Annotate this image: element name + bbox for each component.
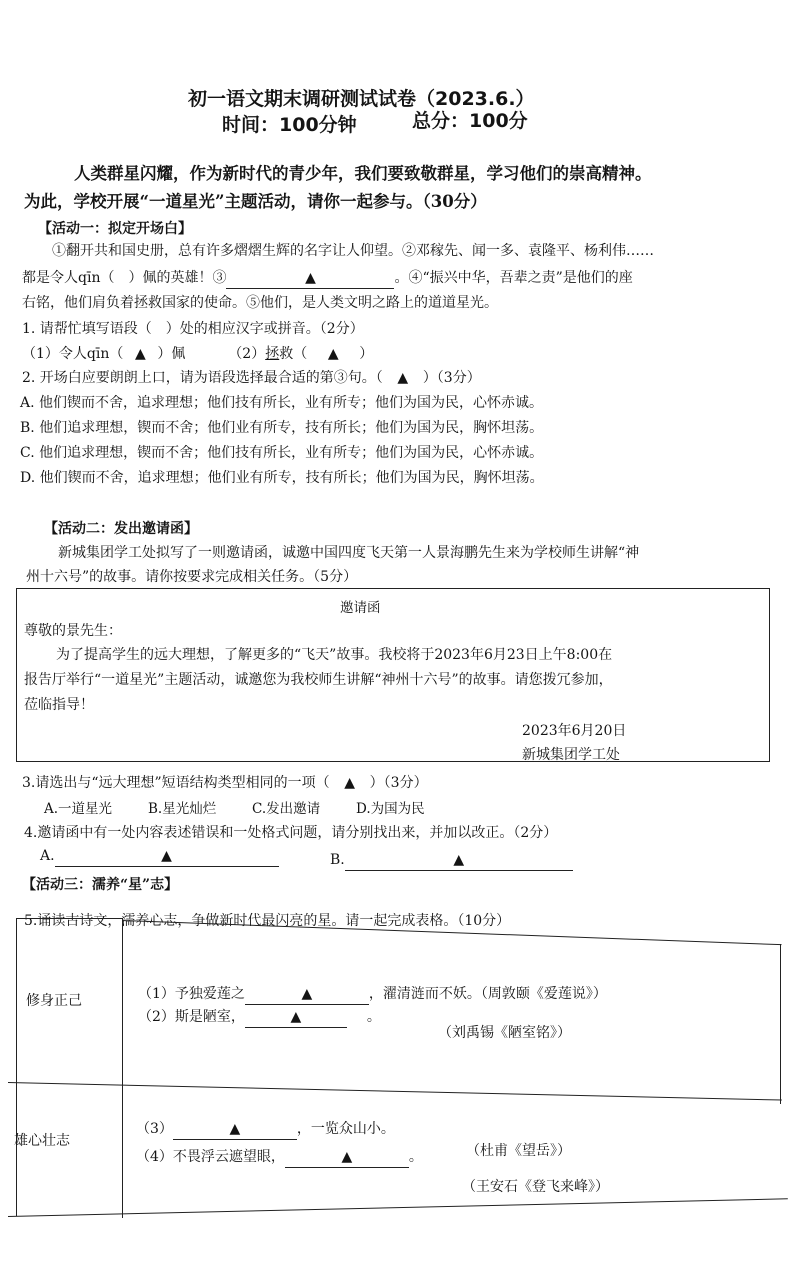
- blank-marker-icon: ▲: [161, 848, 172, 864]
- letter-date: 2023年6月20日: [522, 723, 627, 739]
- poem-text: 。: [366, 1009, 381, 1025]
- activity1-paragraph-line-1: ①翻开共和国史册，总有许多熠熠生辉的名字让人仰望。②邓稼先、闻一多、袁隆平、杨利伟……: [52, 243, 654, 259]
- activity1-paragraph-line-3: 右铭，他们肩负着拯救国家的使命。⑤他们，是人类文明之路上的道道星光。: [22, 295, 498, 311]
- poem-blank-4[interactable]: [285, 1149, 409, 1168]
- q4-answer-b: [330, 852, 573, 871]
- poem-text: ，濯清涟而不妖。（周敦颐《爱莲说》）: [368, 986, 607, 1002]
- poem-text: ，一览众山小。: [296, 1121, 395, 1137]
- table-row-2-source-2: （王安石《登飞来峰》）: [462, 1179, 609, 1195]
- q4-a-label: A.: [40, 848, 55, 864]
- q2-option-c[interactable]: C. 他们追求理想，锲而不舍；他们技有所长，业有所专；他们为国为民，心怀赤诚。: [20, 445, 544, 461]
- q2-option-d[interactable]: D. 他们锲而不舍，追求理想；他们业有所专，技有所长；他们为国为民，胸怀坦荡。: [20, 470, 544, 486]
- question-1-blanks: [22, 343, 373, 363]
- table-top-border-left: [16, 918, 122, 919]
- q4-a-blank[interactable]: [55, 848, 279, 867]
- q3-option-b[interactable]: B.星光灿烂: [148, 801, 217, 817]
- q2-option-a[interactable]: A. 他们锲而不舍，追求理想；他们技有所长，业有所专；他们为国为民，心怀赤诚。: [20, 395, 544, 411]
- q1b-answer-slot[interactable]: ▲: [327, 346, 339, 362]
- exam-time: 时间：100分钟: [222, 114, 357, 136]
- letter-body-line-2: 报告厅举行“一道星光”主题活动，诚邀您为我校师生讲解“神州十六号”的故事。请您拨冗参加，: [24, 672, 613, 688]
- table-column-divider: [122, 918, 123, 1218]
- table-row-1-line-1: [138, 983, 607, 1005]
- blank-marker-icon: ▲: [290, 1009, 302, 1025]
- activity2-heading: 【活动二：发出邀请函】: [44, 521, 198, 537]
- q1b-mid: 救（: [279, 346, 308, 362]
- q3-options: [44, 797, 425, 817]
- blank-marker-icon: ▲: [301, 986, 313, 1002]
- intro-line-1: 人类群星闪耀，作为新时代的青少年，我们要致敬群星，学习他们的崇高精神。: [74, 164, 652, 183]
- q2-option-b[interactable]: B. 他们追求理想，锲而不舍；他们业有所专，技有所长；他们为国为民，胸怀坦荡。: [20, 420, 544, 436]
- poem-text: （2）斯是陋室，: [138, 1009, 245, 1025]
- table-right-border: [780, 944, 781, 1104]
- intro-line-2: 为此，学校开展“一道星光”主题活动，请你一起参与。（30分）: [24, 192, 487, 211]
- blank-marker-icon: ▲: [305, 270, 316, 286]
- letter-sender: 新城集团学工处: [522, 747, 620, 763]
- table-bottom-border: [8, 1198, 788, 1217]
- letter-title: 邀请函: [340, 600, 381, 616]
- q3-end: ）（3分）: [369, 775, 428, 791]
- table-row-1-source-2: （刘禹锡《陋室铭》）: [438, 1025, 571, 1041]
- poem-blank-1[interactable]: [245, 986, 369, 1005]
- blank-marker-icon: ▲: [229, 1121, 241, 1137]
- exam-title: 初一语文期末调研测试试卷（2023.6.）: [188, 88, 535, 110]
- question-2: [22, 367, 481, 387]
- activity2-paragraph-line-1: 新城集团学工处拟写了一则邀请函，诚邀中国四度飞天第一人景海鹏先生来为学校师生讲解“神: [58, 545, 640, 561]
- question-3: [22, 772, 428, 792]
- q3-option-d[interactable]: D.为国为民: [356, 801, 425, 817]
- table-row-2-line-2: [136, 1146, 423, 1168]
- q4-b-blank[interactable]: [345, 852, 573, 871]
- question-1: 1. 请帮忙填写语段（ ）处的相应汉字或拼音。（2分）: [22, 321, 364, 337]
- q1b-end: ）: [359, 346, 374, 362]
- table-row-1-line-2: [138, 1006, 381, 1028]
- poem-text: 。: [408, 1149, 423, 1165]
- activity3-heading: 【活动三：濡养“星”志】: [22, 877, 179, 893]
- q4-answer-a: [40, 848, 279, 867]
- q3-answer-slot[interactable]: ▲: [344, 775, 356, 791]
- blank-marker-icon: ▲: [453, 852, 465, 868]
- q3-option-c[interactable]: C.发出邀请: [252, 801, 321, 817]
- q2-end: ）（3分）: [422, 370, 481, 386]
- activity1-heading: 【活动一：拟定开场白】: [38, 221, 192, 237]
- q3-option-a[interactable]: A.一道星光: [44, 801, 113, 817]
- q3-text: 3.请选出与“远大理想”短语结构类型相同的一项（: [22, 775, 330, 791]
- q1b-label: （2）: [228, 346, 266, 362]
- q4-b-label: B.: [330, 852, 345, 868]
- letter-salutation: 尊敬的景先生：: [24, 623, 122, 639]
- table-left-border: [16, 918, 17, 1216]
- table-row-2-line-1: [136, 1118, 395, 1140]
- table-row-1-category: 修身正己: [26, 993, 82, 1009]
- poem-text: （4）不畏浮云遮望眼，: [136, 1149, 285, 1165]
- poem-text: （3）: [136, 1121, 173, 1137]
- table-row-2-category: 雄心壮志: [14, 1133, 70, 1149]
- paragraph-text: 。④“振兴中华，吾辈之责”是他们的座: [394, 270, 633, 286]
- q1a-end: ）佩: [157, 346, 186, 362]
- poem-text: （1）予独爱莲之: [138, 986, 245, 1002]
- q2-answer-slot[interactable]: ▲: [397, 370, 409, 386]
- q1b-char: 拯: [265, 346, 280, 362]
- poem-blank-2[interactable]: [245, 1009, 347, 1028]
- q2-text: 2. 开场白应要朗朗上口，请为语段选择最合适的第③句。（: [22, 370, 383, 386]
- answer-blank[interactable]: [226, 270, 394, 289]
- table-row-divider: [8, 1082, 782, 1101]
- letter-body-line-1: 为了提高学生的远大理想，了解更多的“飞天”故事。我校将于2023年6月23日上午8:00在: [56, 647, 613, 663]
- question-4: 4.邀请函中有一处内容表述错误和一处格式问题，请分别找出来，并加以改正。（2分）: [24, 825, 558, 841]
- blank-marker-icon: ▲: [341, 1149, 353, 1165]
- activity2-paragraph-line-2: 州十六号”的故事。请你按要求完成相关任务。（5分）: [26, 569, 358, 585]
- poem-blank-3[interactable]: [173, 1121, 297, 1140]
- table-row-2-source-1: （杜甫《望岳》）: [466, 1143, 571, 1159]
- q1a-label: （1）令人qīn（: [22, 346, 124, 362]
- paragraph-text: 都是令人qīn（ ）佩的英雄！③: [22, 270, 227, 286]
- letter-body-line-3: 莅临指导！: [24, 697, 94, 713]
- q1a-answer-slot[interactable]: ▲: [134, 346, 146, 362]
- activity1-paragraph-line-2: [22, 267, 633, 289]
- question-5: 5.诵读古诗文，濡养心志，争做新时代最闪亮的星。请一起完成表格。（10分）: [24, 913, 511, 929]
- exam-total-score: 总分：100分: [412, 110, 528, 132]
